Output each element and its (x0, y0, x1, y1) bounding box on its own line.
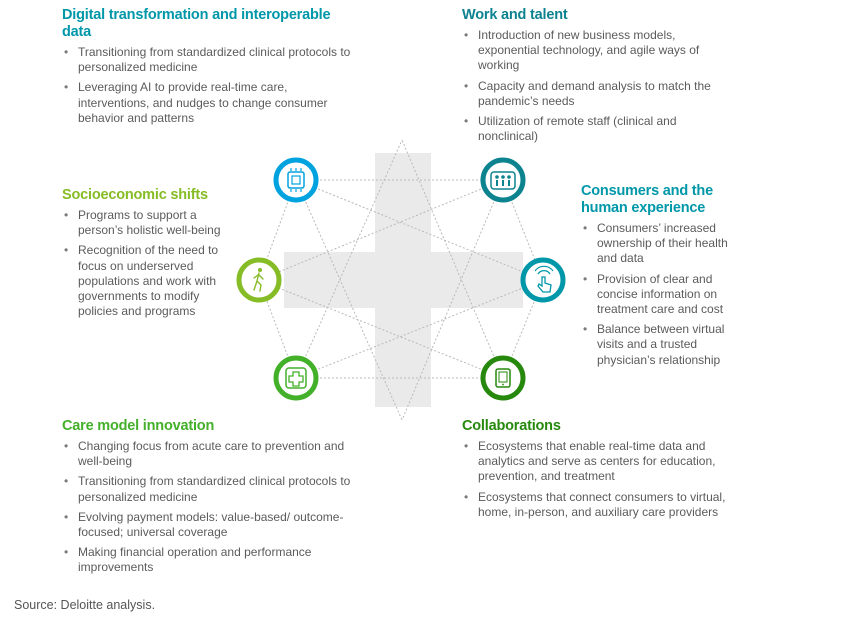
list-item: • Leveraging AI to provide real-time care, interventions, and nudges to change consumer behavior and patterns (62, 80, 362, 126)
medical-cross-icon (276, 358, 316, 398)
list-item: • Consumers’ increased ownership of their health and data (581, 221, 751, 267)
section-title: Care model innovation (62, 418, 215, 434)
list-item: • Utilization of remote staff (clinical and nonclinical) (462, 114, 732, 144)
list-item: • Programs to support a person’s holistic well-being (62, 208, 234, 238)
list-item: • Ecosystems that connect consumers to virtual, home, in-person, and auxiliary care providers (462, 490, 752, 520)
bullet-list (62, 45, 362, 126)
section-digital-transformation (62, 7, 362, 131)
section-title-line-1: Consumers and the (581, 183, 713, 199)
section-title: Collaborations (462, 418, 561, 434)
list-item: • Recognition of the need to focus on underserved populations and work with governments to modify policies and programs (62, 243, 234, 319)
section-title: Digital transformation and interoperable data (62, 7, 331, 40)
people-icon (483, 160, 523, 200)
list-item: • Balance between virtual visits and a trusted physician’s relationship (581, 322, 751, 368)
bullet-list (581, 221, 751, 368)
bullet-list (62, 208, 234, 319)
section-title: Work and talent (462, 7, 568, 23)
section-consumers-human-experience (581, 183, 751, 373)
list-item: • Ecosystems that enable real-time data and analytics and serve as centers for education, prevention, and treatment (462, 439, 752, 485)
list-item: • Provision of clear and concise information on treatment care and cost (581, 272, 751, 318)
section-work-and-talent (462, 7, 732, 149)
walking-person-icon (239, 260, 279, 300)
section-title: Socioeconomic shifts (62, 187, 208, 203)
chip-icon (276, 160, 316, 200)
hand-tap-icon (523, 260, 563, 300)
tablet-icon (483, 358, 523, 398)
bullet-list (462, 28, 732, 144)
list-item: • Changing focus from acute care to prevention and well-being (62, 439, 352, 469)
list-item: • Evolving payment models: value-based/ outcome-focused; universal coverage (62, 510, 352, 540)
section-title-line-2: human experience (581, 200, 706, 216)
list-item: • Making financial operation and performance improvements (62, 545, 352, 575)
section-care-model-innovation (62, 418, 352, 581)
bullet-list (462, 439, 752, 520)
section-title (581, 183, 751, 217)
source-note: Source: Deloitte analysis. (14, 598, 156, 612)
list-item: • Capacity and demand analysis to match the pandemic’s needs (462, 79, 732, 109)
bullet-list (62, 439, 352, 576)
list-item: • Introduction of new business models, exponential technology, and agile ways of working (462, 28, 732, 74)
section-collaborations (462, 418, 752, 525)
list-item: • Transitioning from standardized clinical protocols to personalized medicine (62, 45, 362, 75)
list-item: • Transitioning from standardized clinical protocols to personalized medicine (62, 474, 352, 504)
section-socioeconomic-shifts (62, 187, 234, 324)
